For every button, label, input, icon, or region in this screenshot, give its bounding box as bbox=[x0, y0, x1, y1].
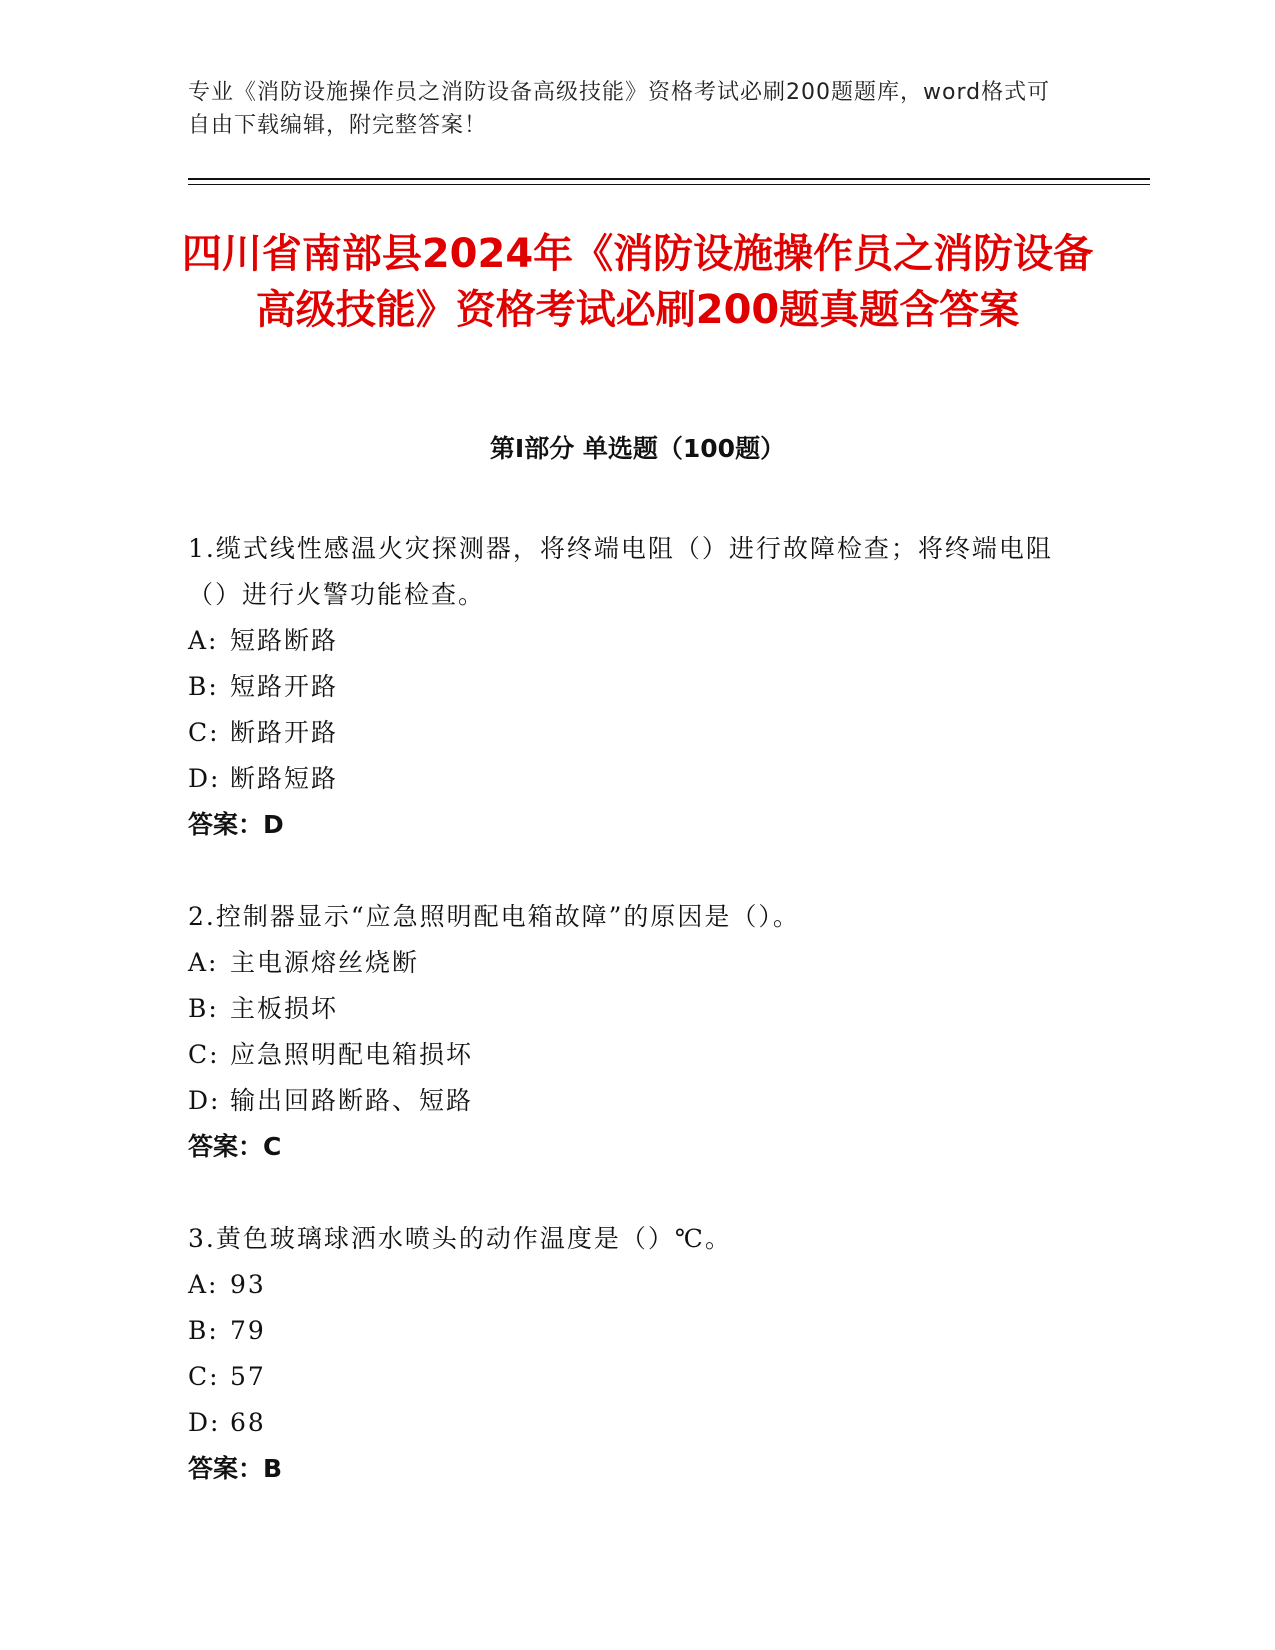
option-text: 57 bbox=[230, 1362, 266, 1391]
option-b bbox=[188, 1308, 1068, 1354]
option-c bbox=[188, 1354, 1068, 1400]
option-text: 断路开路 bbox=[230, 718, 339, 747]
section-heading: 第Ⅰ部分 单选题（100题） bbox=[489, 434, 786, 463]
header-note: 专业《消防设施操作员之消防设备高级技能》资格考试必刷200题题库，word格式可自由下载编辑，附完整答案！ bbox=[188, 80, 1051, 138]
document-title: 四川省南部县2024年《消防设施操作员之消防设备高级技能》资格考试必刷200题真题含答案 bbox=[181, 231, 1094, 333]
question-2 bbox=[188, 894, 1068, 1170]
option-letter: C: bbox=[188, 1362, 220, 1391]
option-letter: C: bbox=[188, 1040, 220, 1069]
option-text: 主板损坏 bbox=[230, 994, 339, 1023]
option-c bbox=[188, 1032, 1068, 1078]
question-stem: 3.黄色玻璃球洒水喷头的动作温度是（）℃。 bbox=[188, 1224, 732, 1253]
option-d bbox=[188, 1078, 1068, 1124]
option-letter: B: bbox=[188, 1316, 219, 1345]
header-divider-thin bbox=[188, 184, 1150, 185]
header-divider-thick bbox=[188, 178, 1150, 180]
option-letter: A: bbox=[188, 948, 219, 977]
option-letter: D: bbox=[188, 1408, 221, 1437]
option-text: 输出回路断路、短路 bbox=[230, 1086, 474, 1115]
option-letter: A: bbox=[188, 1270, 219, 1299]
option-text: 短路断路 bbox=[230, 626, 339, 655]
option-letter: B: bbox=[188, 994, 219, 1023]
option-text: 应急照明配电箱损坏 bbox=[230, 1040, 474, 1069]
question-1 bbox=[188, 526, 1068, 848]
option-a bbox=[188, 618, 1068, 664]
option-a bbox=[188, 1262, 1068, 1308]
option-b bbox=[188, 986, 1068, 1032]
option-text: 断路短路 bbox=[230, 764, 339, 793]
option-text: 93 bbox=[230, 1270, 266, 1299]
option-text: 68 bbox=[230, 1408, 266, 1437]
question-3 bbox=[188, 1216, 1068, 1492]
option-letter: C: bbox=[188, 718, 220, 747]
question-stem: 1.缆式线性感温火灾探测器，将终端电阻（）进行故障检查；将终端电阻（）进行火警功能检查。 bbox=[188, 534, 1053, 609]
answer-line: 答案：B bbox=[188, 1454, 283, 1483]
option-d bbox=[188, 1400, 1068, 1446]
option-letter: B: bbox=[188, 672, 219, 701]
option-text: 79 bbox=[230, 1316, 266, 1345]
option-text: 主电源熔丝烧断 bbox=[230, 948, 420, 977]
answer-line: 答案：C bbox=[188, 1132, 282, 1161]
option-c bbox=[188, 710, 1068, 756]
option-b bbox=[188, 664, 1068, 710]
question-stem: 2.控制器显示“应急照明配电箱故障”的原因是（）。 bbox=[188, 902, 800, 931]
option-d bbox=[188, 756, 1068, 802]
option-a bbox=[188, 940, 1068, 986]
answer-line: 答案：D bbox=[188, 810, 284, 839]
option-letter: D: bbox=[188, 764, 221, 793]
option-letter: A: bbox=[188, 626, 219, 655]
question-list bbox=[188, 526, 1068, 1538]
option-text: 短路开路 bbox=[230, 672, 339, 701]
option-letter: D: bbox=[188, 1086, 221, 1115]
